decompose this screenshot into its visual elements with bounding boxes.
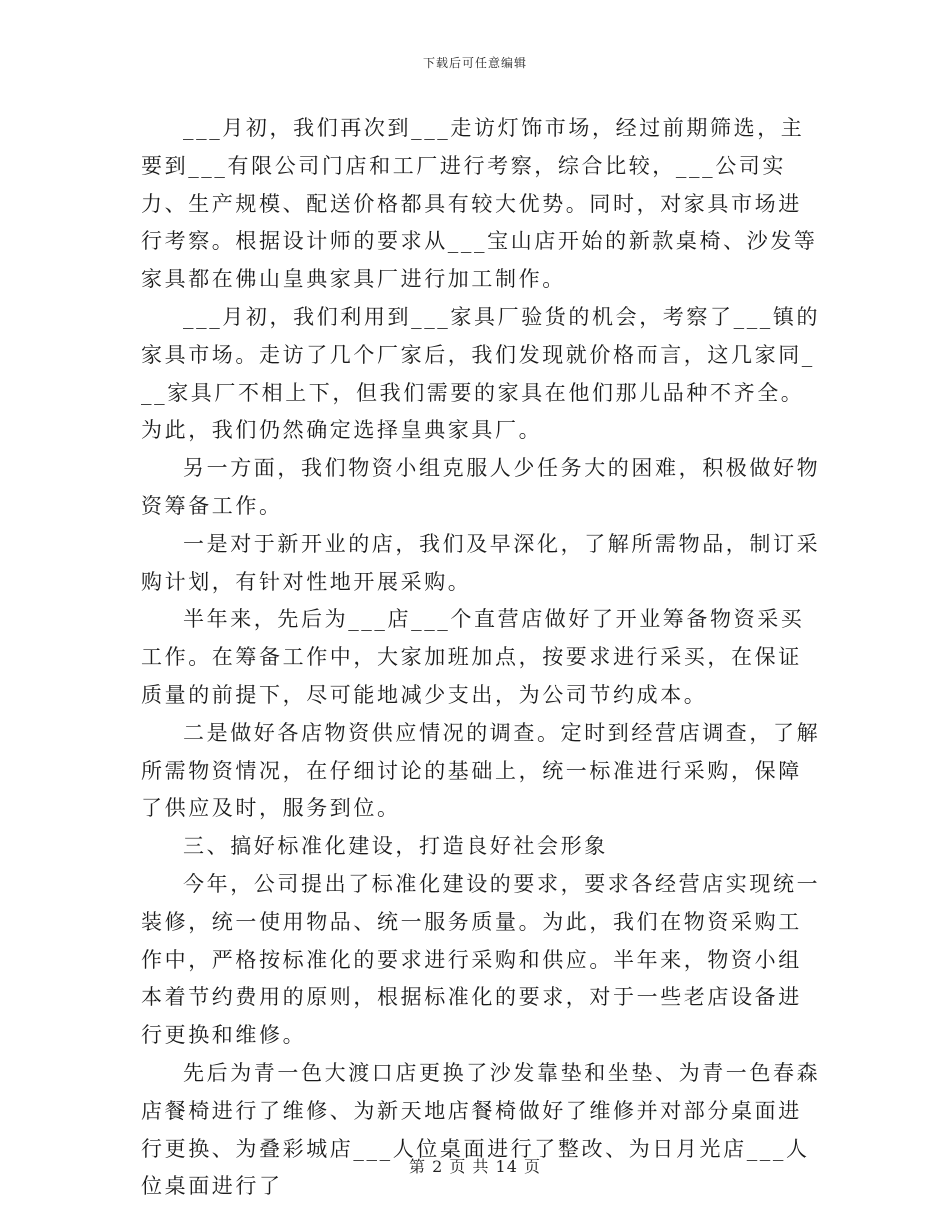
paragraph: 一是对于新开业的店，我们及早深化，了解所需物品，制订采购计划，有针对性地开展采购。 [141, 531, 821, 594]
document-body [141, 110, 821, 1206]
page-footer: 第 2 页 共 14 页 [409, 1157, 541, 1176]
paragraph: 半年来，先后为___店___个直营店做好了开业筹备物资采买工作。在筹备工作中，大家加班加点，按要求进行采买，在保证质量的前提下，尽可能地减少支出，为公司节约成本。 [141, 607, 805, 707]
paragraph: 今年，公司提出了标准化建设的要求，要求各经营店实现统一装修，统一使用物品、统一服务质量。为此，我们在物资采购工作中，严格按标准化的要求进行采购和供应。半年来，物资小组本着节约费用的原则，根据标准化的要求，对于一些老店设备进行更换和维修。 [141, 871, 821, 1048]
page-header: 下载后可任意编辑 [422, 56, 527, 70]
paragraph: 另一方面，我们物资小组克服人少任务大的困难，积极做好物资筹备工作。 [141, 456, 821, 518]
paragraph: ___月初，我们利用到___家具厂验货的机会，考察了___镇的家具市场。走访了几个厂家后，我们发现就价格而言，这几家同___家具厂不相上下，但我们需要的家具在他们那儿品种不齐全。为此，我们仍然确定选择皇典家具厂。 [141, 304, 821, 443]
paragraph: ___月初，我们再次到___走访灯饰市场，经过前期筛选，主要到___有限公司门店和工厂进行考察，综合比较，___公司实力、生产规模、配送价格都具有较大优势。同时，对家具市场进行考察。根据设计师的要求从___宝山店开始的新款桌椅、沙发等家具都在佛山皇典家具厂进行加工制作。 [141, 116, 818, 292]
section-heading: 三、搞好标准化建设，打造良好社会形象 [183, 834, 608, 859]
paragraph: 先后为青一色大渡口店更换了沙发靠垫和坐垫、为青一色春森店餐椅进行了维修、为新天地店餐椅做好了维修并对部分桌面进行更换、为叠彩城店___人位桌面进行了整改、为日月光店___人位桌面进行了 [141, 1060, 821, 1199]
paragraph: 二是做好各店物资供应情况的调查。定时到经营店调查，了解所需物资情况，在仔细讨论的基础上，统一标准进行采购，保障了供应及时，服务到位。 [141, 720, 821, 821]
